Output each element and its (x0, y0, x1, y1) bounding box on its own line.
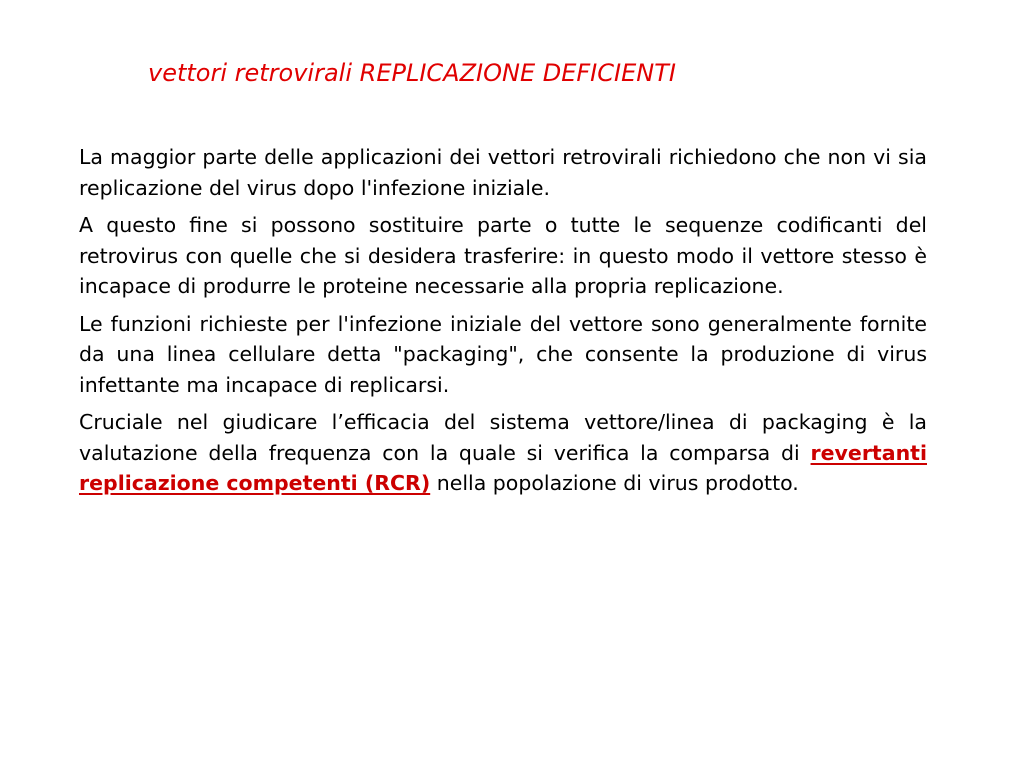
paragraph-2: A questo fine si possono sostituire parte o tutte le sequenze codificanti del retrovirus con quelle che si desidera trasferire: in questo modo il vettore stesso è incapace di produrre le proteine necessarie alla propria replicazione. (79, 213, 927, 298)
paragraph-1: La maggior parte delle applicazioni dei vettori retrovirali richiedono che non vi sia replicazione del virus dopo l'infezione iniziale. (79, 145, 927, 200)
paragraph-4-start: Cruciale nel giudicare l’efficacia del sistema vettore/linea di packaging è la valutazione della frequenza con la quale si verifica la comparsa di (79, 410, 927, 465)
paragraph-3: Le funzioni richieste per l'infezione iniziale del vettore sono generalmente fornite da una linea cellulare detta "packaging", che consente la produzione di virus infettante ma incapace di replicarsi. (79, 311, 927, 397)
slide-body (79, 142, 927, 506)
slide-title: vettori retrovirali REPLICAZIONE DEFICIENTI (148, 59, 676, 87)
rcr-highlight: revertanti replicazione competenti (RCR) (79, 440, 927, 495)
paragraph-4 (79, 407, 927, 499)
paragraph-4-end: nella popolazione di virus prodotto. (430, 471, 799, 495)
